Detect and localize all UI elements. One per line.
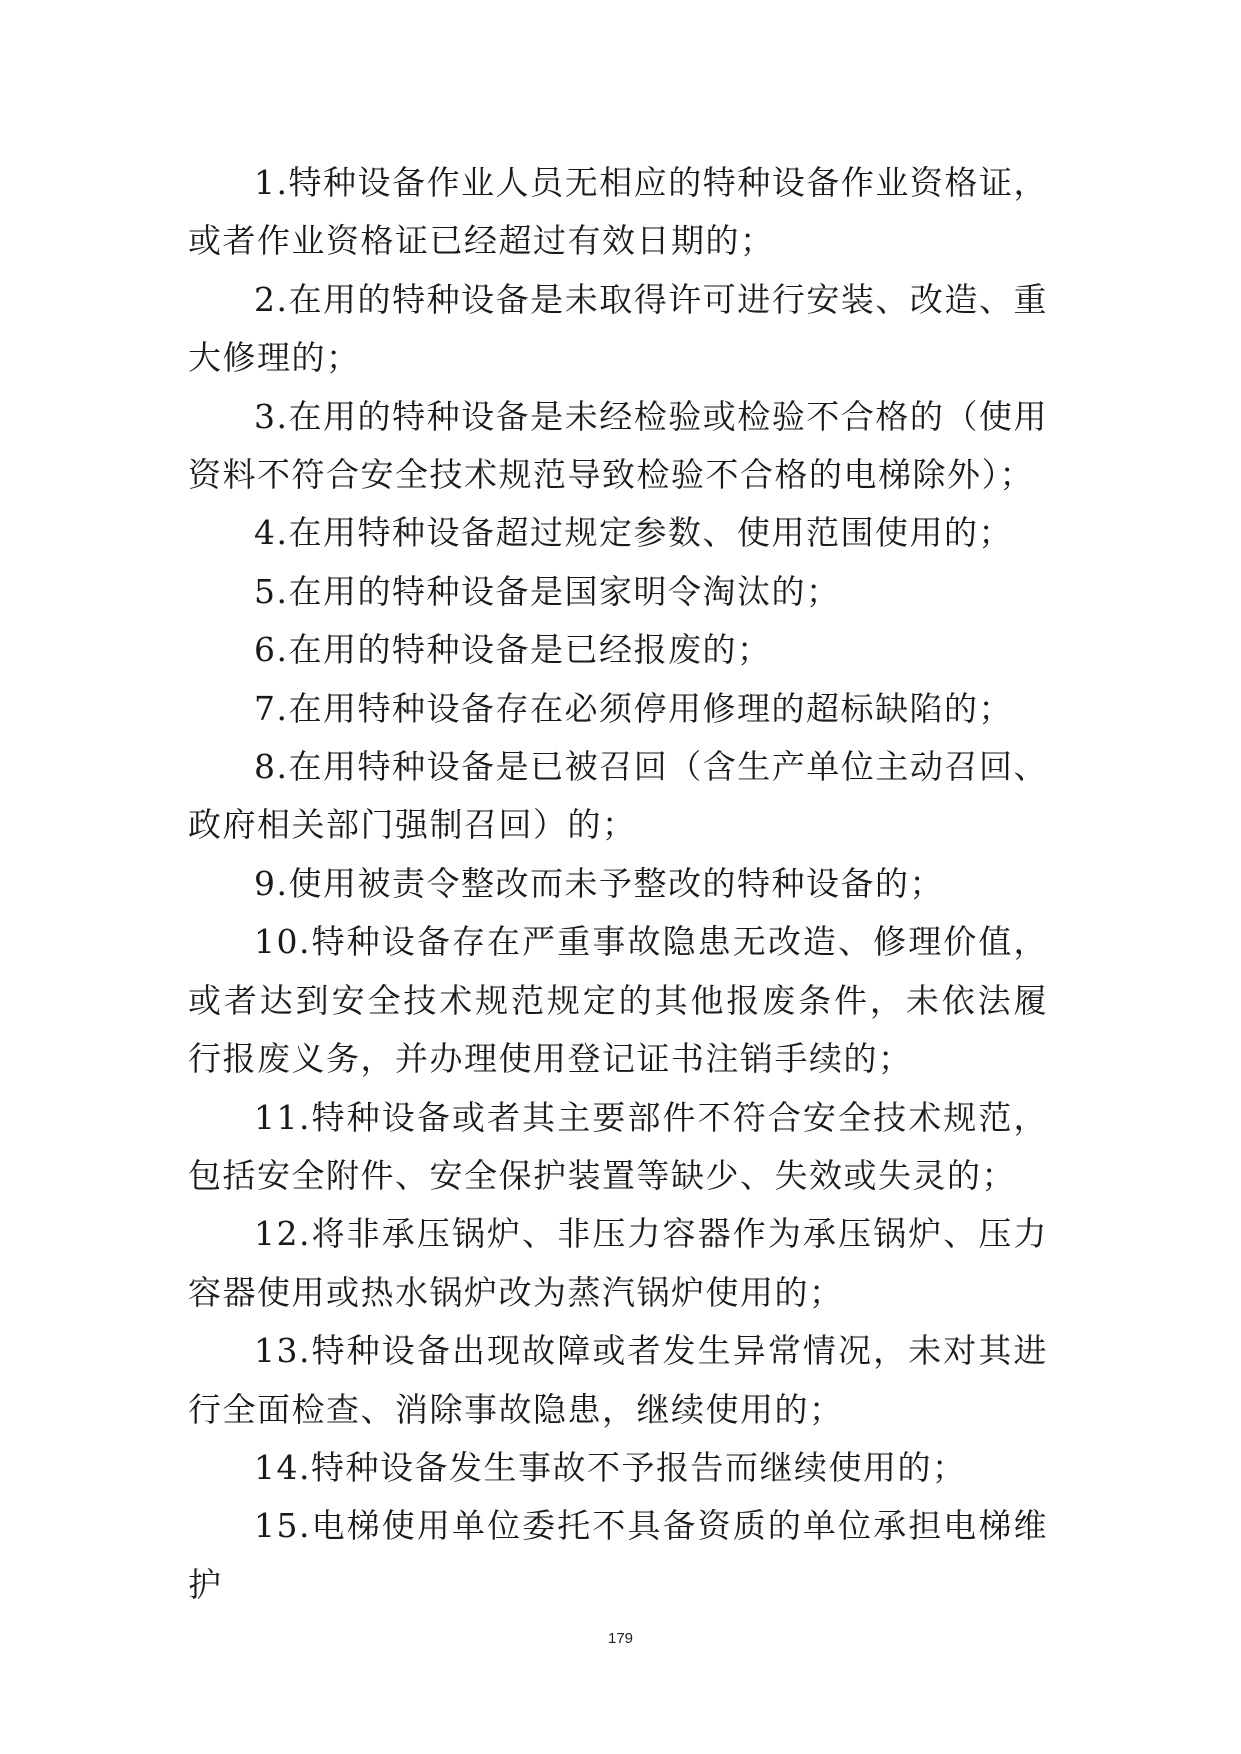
list-item-9: 9.使用被责令整改而未予整改的特种设备的；	[254, 863, 944, 903]
list-item-2: 2.在用的特种设备是未取得许可进行安装、改造、重大修理的；	[188, 279, 1048, 378]
list-item-8: 8.在用特种设备是已被召回（含生产单位主动召回、政府相关部门强制召回）的；	[188, 747, 1048, 845]
list-item-1: 1.特种设备作业人员无相应的特种设备作业资格证，或者作业资格证已经超过有效日期的；	[188, 163, 1048, 261]
list-item-4: 4.在用特种设备超过规定参数、使用范围使用的；	[254, 513, 1013, 553]
body-text	[188, 154, 1048, 1614]
list-item-13: 13.特种设备出现故障或者发生异常情况，未对其进行全面检查、消除事故隐患，继续使用的；	[188, 1331, 1048, 1429]
list-item-14: 14.特种设备发生事故不予报告而继续使用的；	[254, 1447, 967, 1487]
list-item-7: 7.在用特种设备存在必须停用修理的超标缺陷的；	[254, 688, 1013, 728]
list-item-6: 6.在用的特种设备是已经报废的；	[254, 630, 772, 670]
list-item-12: 12.将非承压锅炉、非压力容器作为承压锅炉、压力容器使用或热水锅炉改为蒸汽锅炉使用的；	[188, 1214, 1048, 1312]
page-number: 179	[607, 1630, 634, 1647]
list-item-11: 11.特种设备或者其主要部件不符合安全技术规范，包括安全附件、安全保护装置等缺少、失效或失灵的；	[188, 1097, 1048, 1195]
list-item-5: 5.在用的特种设备是国家明令淘汰的；	[254, 571, 841, 611]
list-item-10: 10.特种设备存在严重事故隐患无改造、修理价值，或者达到安全技术规范规定的其他报废条件，未依法履行报废义务，并办理使用登记证书注销手续的；	[188, 922, 1048, 1079]
list-item-3: 3.在用的特种设备是未经检验或检验不合格的（使用资料不符合安全技术规范导致检验不合格的电梯除外）；	[188, 396, 1048, 495]
list-item-15: 15.电梯使用单位委托不具备资质的单位承担电梯维护	[188, 1506, 1048, 1604]
